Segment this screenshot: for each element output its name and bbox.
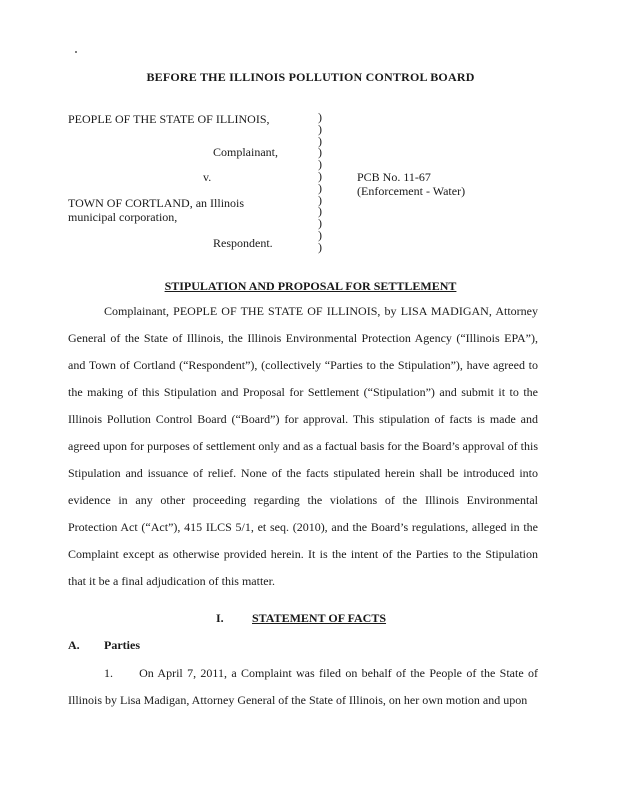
case-number: PCB No. 11-67 [357,170,431,184]
subsection-title: Parties [104,638,140,652]
respondent-party-line1: TOWN OF CORTLAND, an Illinois [68,196,245,210]
section-number: I. [216,611,224,625]
paragraph-1-text: On April 7, 2011, a Complaint was filed on behalf of the People of the State of Illinois by Lisa Madigan, Attorney General of the State of Illinois, on her own motion and upon [68,666,539,707]
versus: v. [203,170,212,184]
paragraph-1-section [68,660,538,714]
paragraph-1 [68,660,538,714]
caption-parentheses: ) ) ) ) ) ) ) ) ) ) ) ) [318,110,322,254]
case-type: (Enforcement - Water) [357,184,466,198]
section-title: STATEMENT OF FACTS [252,611,387,625]
subsection-letter: A. [68,638,80,652]
complainant-party: PEOPLE OF THE STATE OF ILLINOIS, [68,112,270,126]
complainant-label: Complainant, [213,145,278,159]
court-heading: BEFORE THE ILLINOIS POLLUTION CONTROL BOARD [146,70,475,84]
respondent-label: Respondent. [213,236,273,250]
paragraph-number: 1. [104,666,113,680]
respondent-party-line2: municipal corporation, [68,210,178,224]
intro-section [68,298,538,595]
intro-paragraph: Complainant, PEOPLE OF THE STATE OF ILLINOIS, by LISA MADIGAN, Attorney General of the State of Illinois, the Illinois Environmental Protection Agency (“Illinois EPA”), and Town of Cortland (“Respondent”), (collectively “Parties to the Stipulation”), have agreed to the making of this Stipulation and Proposal for Settlement (“Stipulation”) and submit it to the Illinois Pollution Control Board (“Board”) for approval. This stipulation of facts is made and agreed upon for purposes of settlement only and as a factual basis for the Board’s approval of this Stipulation and issuance of relief. None of the facts stipulated herein shall be introduced into evidence in any other proceeding regarding the violations of the Illinois Environmental Protection Act (“Act”), 415 ILCS 5/1, et seq. (2010), and the Board’s regulations, alleged in the Complaint except as otherwise provided herein. It is the intent of the Parties to the Stipulation that it be a final adjudication of this matter. [68,304,538,588]
document-title: STIPULATION AND PROPOSAL FOR SETTLEMENT [164,279,457,293]
scan-speck [75,51,77,53]
